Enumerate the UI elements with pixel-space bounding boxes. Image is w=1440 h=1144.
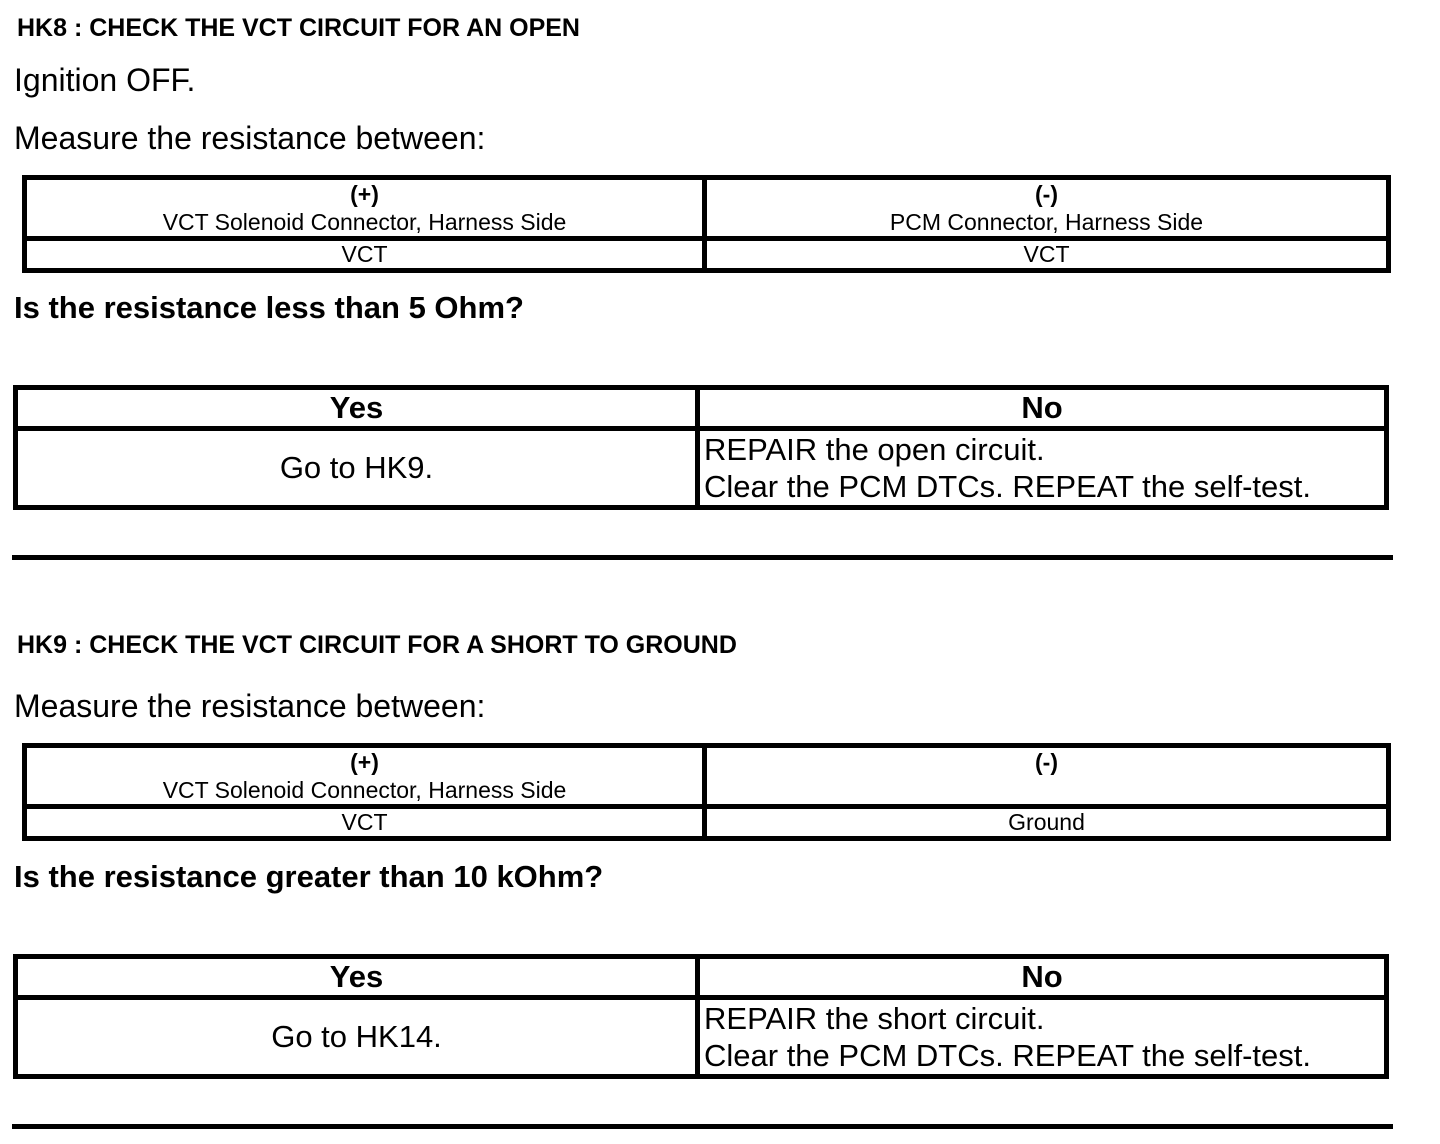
no-action-line-1: REPAIR the open circuit. (704, 432, 1045, 467)
yes-action: Go to HK14. (16, 998, 698, 1077)
measurement-table-hk8 (22, 175, 1391, 273)
minus-sign: (-) (1035, 749, 1058, 775)
step-title-hk8: HK8 : CHECK THE VCT CIRCUIT FOR AN OPEN (17, 14, 580, 42)
no-header: No (698, 957, 1387, 998)
minus-header-cell (705, 178, 1389, 239)
yes-header: Yes (16, 388, 698, 429)
yes-header: Yes (16, 957, 698, 998)
plus-header-cell (25, 746, 705, 807)
no-action-line-2: Clear the PCM DTCs. REPEAT the self-test. (704, 469, 1311, 504)
no-action-line-1: REPAIR the short circuit. (704, 1001, 1045, 1036)
section-divider (12, 1124, 1393, 1129)
no-header: No (698, 388, 1387, 429)
decision-table-hk8 (13, 385, 1389, 510)
yes-action: Go to HK9. (16, 429, 698, 508)
measure-label-hk9: Measure the resistance between: (14, 688, 486, 724)
minus-header-label: PCM Connector, Harness Side (889, 209, 1204, 235)
plus-value: VCT (25, 807, 705, 839)
measurement-table-hk9 (22, 743, 1391, 841)
decision-table-hk9 (13, 954, 1389, 1079)
minus-value: Ground (705, 807, 1389, 839)
step-title-hk9: HK9 : CHECK THE VCT CIRCUIT FOR A SHORT TO GROUND (17, 631, 737, 659)
minus-header-cell (705, 746, 1389, 807)
no-action-cell (698, 998, 1387, 1077)
plus-sign: (+) (350, 749, 379, 775)
plus-header-label: VCT Solenoid Connector, Harness Side (162, 777, 567, 803)
instruction-ignition-off: Ignition OFF. (14, 62, 196, 98)
minus-sign: (-) (1035, 181, 1058, 207)
plus-header-label: VCT Solenoid Connector, Harness Side (162, 209, 567, 235)
no-action-cell (698, 429, 1387, 508)
plus-sign: (+) (350, 181, 379, 207)
question-hk9: Is the resistance greater than 10 kOhm? (14, 859, 604, 894)
minus-value: VCT (705, 239, 1389, 271)
measure-label-hk8: Measure the resistance between: (14, 120, 486, 156)
plus-value: VCT (25, 239, 705, 271)
no-action-line-2: Clear the PCM DTCs. REPEAT the self-test. (704, 1038, 1311, 1073)
section-divider (12, 555, 1393, 560)
question-hk8: Is the resistance less than 5 Ohm? (14, 290, 524, 325)
plus-header-cell (25, 178, 705, 239)
